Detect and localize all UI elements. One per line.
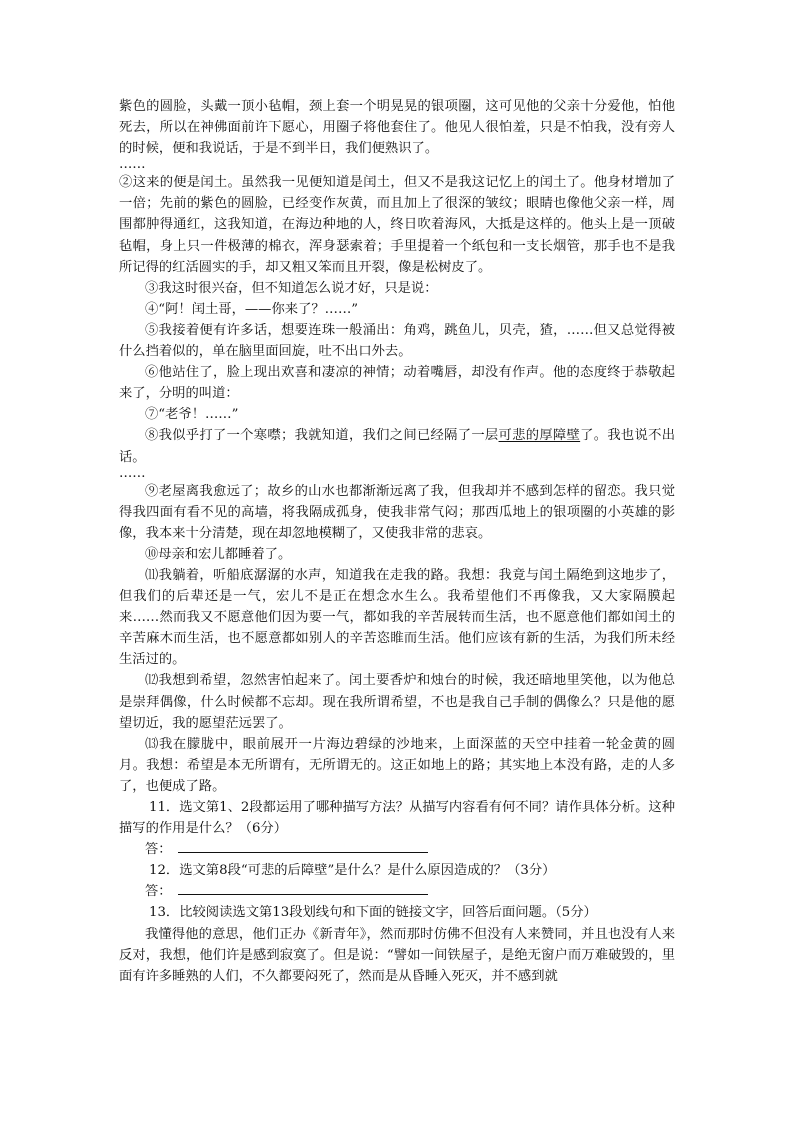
paragraph-13: ⒀我在朦胧中，眼前展开一片海边碧绿的沙地来，上面深蓝的天空中挂着一轮金黄的圆月。我想：希望是本无所谓有，无所谓无的。这正如地上的路；其实地上本没有路，走的人多了，也便成了路。 (119, 736, 675, 794)
paragraph-12: ⑿我想到希望，忽然害怕起来了。闰土要香炉和烛台的时候，我还暗地里笑他，以为他总是崇拜偶像，什么时候都不忘却。现在我所谓希望，不也是我自己手制的偶像么？只是他的愿望切近，我的愿望茫远罢了。 (119, 673, 675, 731)
link-text-passage: 我懂得他的意思，他们正办《新青年》，然而那时仿佛不但没有人来赞同，并且也没有人来反对，我想，他们许是感到寂寞了。但是说：“譬如一间铁屋子，是绝无窗户而万难破毁的，里面有许多睡熟的人们，不久都要闷死了，然而是从昏睡入死灭，并不感到就 (119, 926, 675, 984)
paragraph-9: ⑨老屋离我愈远了；故乡的山水也都渐渐远离了我，但我却并不感到怎样的留恋。我只觉得我四面有看不见的高墙，将我隔成孤身，使我非常气闷；那西瓜地上的银项圈的小英雄的影像，我本来十分清楚，现在却忽地模糊了，又使我非常的悲哀。 (119, 483, 675, 541)
underlined-phrase: 可悲的厚障壁 (498, 428, 581, 444)
answer-row-12 (119, 881, 675, 902)
answer-blank-12[interactable] (178, 882, 428, 895)
question-11: 11．选文第1、2段都运用了哪种描写方法？从描写内容看有何不同？请作具体分析。这种描写的作用是什么？（6分） (119, 800, 675, 837)
ellipsis-separator-2: …… (119, 465, 146, 481)
paragraph-6: ⑥他站住了，脸上现出欢喜和凄凉的神情；动着嘴唇，却没有作声。他的态度终于恭敬起来了，分明的叫道： (119, 365, 675, 402)
ellipsis-separator: …… (119, 157, 146, 173)
paragraph-8 (119, 425, 675, 467)
paragraph-11: ⑾我躺着，听船底潺潺的水声，知道我在走我的路。我想：我竟与闰土隔绝到这地步了，但我们的后辈还是一气，宏儿不是正在想念水生么。我希望他们不再像我，又大家隔膜起来……然而我又不愿意他们因为要一气，都如我的辛苦展转而生活，也不愿意他们都如闰土的辛苦麻木而生活，也不愿意都如别人的辛苦恣睢而生活。他们应该有新的生活，为我们所未经生活过的。 (119, 567, 675, 668)
answer-label: 答： (145, 884, 172, 900)
paragraph-5: ⑤我接着便有许多话，想要连珠一般涌出：角鸡，跳鱼儿，贝壳，猹，……但又总觉得被什么挡着似的，单在脑里面回旋，吐不出口外去。 (119, 322, 675, 360)
paragraph-2: ②这来的便是闰土。虽然我一见便知道是闰土，但又不是我这记忆上的闰土了。他身材增加了一倍；先前的紫色的圆脸，已经变作灰黄，而且加上了很深的皱纹；眼睛也像他父亲一样，周围都肿得通红，这我知道，在海边种地的人，终日吹着海风，大抵是这样的。他头上是一顶破毡帽，身上只一件极薄的棉衣，浑身瑟索着；手里提着一个纸包和一支长烟管，那手也不是我所记得的红活圆实的手，却又粗又笨而且开裂，像是松树皮了。 (119, 175, 675, 275)
answer-row-11 (119, 839, 675, 860)
paragraph-4: ④“阿！闰土哥，——你来了？……” (145, 301, 359, 317)
paragraph-3: ③我这时很兴奋，但不知道怎么说才好，只是说： (145, 280, 438, 296)
paragraph-8-text-b: 了。我也说不出话。 (119, 428, 676, 465)
paragraph-10: ⑩母亲和宏儿都睡着了。 (145, 546, 292, 562)
paragraph-7: ⑦“老爷！……” (145, 407, 239, 423)
answer-label: 答： (145, 842, 172, 858)
question-13: 13．比较阅读选文第13段划线句和下面的链接文字，回答后面问题。（5分） (149, 905, 597, 921)
paragraph-8-text-a: ⑧我似乎打了一个寒噤；我就知道，我们之间已经隔了一层 (145, 428, 499, 444)
paragraph-intro: 紫色的圆脸，头戴一顶小毡帽，颈上套一个明晃晃的银项圈，这可见他的父亲十分爱他，怕他死去，所以在神佛面前许下愿心，用圈子将他套住了。他见人很怕羞，只是不怕我，没有旁人的时候，便和我说话，于是不到半日，我们便熟识了。 (119, 99, 675, 157)
document-body (119, 96, 675, 987)
question-12: 12．选文第8段“可悲的后障壁”是什么？是什么原因造成的？（3分） (149, 863, 556, 879)
answer-blank-11[interactable] (178, 840, 428, 853)
